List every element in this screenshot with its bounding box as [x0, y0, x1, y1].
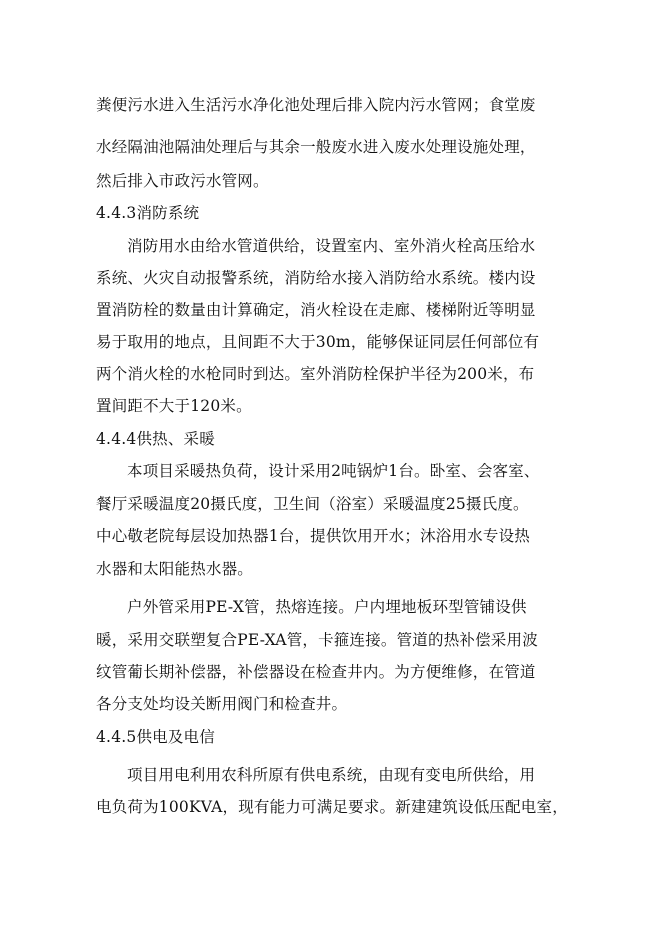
paragraph-line: 置间距不大于120米。	[96, 397, 252, 415]
paragraph-line: 两个消火栓的水枪同时到达。室外消防栓保护半径为200米，布	[96, 365, 535, 383]
paragraph-line: 餐厅采暖温度20摄氏度，卫生间（浴室）采暖温度25摄氏度。	[96, 495, 529, 513]
paragraph-line: 纹管葡长期补偿器，补偿器设在检查井内。为方便维修，在管道	[96, 663, 536, 681]
paragraph-line: 水经隔油池隔油处理后与其余一般废水进入废水处理设施处理，	[96, 138, 536, 156]
paragraph-line: 易于取用的地点，且间距不大于30m，能够保证同层任何部位有	[96, 333, 540, 351]
paragraph-line: 各分支处均设关断用阀门和检查井。	[96, 695, 348, 713]
paragraph-line: 消防用水由给水管道供给，设置室内、室外消火栓高压给水	[127, 237, 536, 255]
paragraph-line: 置消防栓的数量由计算确定，消火栓设在走廊、楼梯附近等明显	[96, 301, 536, 319]
section-heading-4-4-5: 4.4.5供电及电信	[96, 728, 215, 746]
paragraph-line: 系统、火灾自动报警系统，消防给水接入消防给水系统。楼内设	[96, 269, 536, 287]
paragraph-line: 电负荷为100KVA，现有能力可满足要求。新建建筑设低压配电室，	[96, 798, 568, 816]
paragraph-line: 然后排入市政污水管网。	[96, 172, 269, 190]
paragraph-line: 暖，采用交联塑复合PE-XA管，卡箍连接。管道的热补偿采用波	[96, 631, 538, 649]
paragraph-line: 户外管采用PE-X管，热熔连接。户内埋地板环型管铺设供	[127, 598, 527, 616]
paragraph-line: 项目用电利用农科所原有供电系统，由现有变电所供给，用	[127, 766, 536, 784]
section-heading-4-4-4: 4.4.4供热、采暖	[96, 430, 215, 448]
paragraph-line: 水器和太阳能热水器。	[96, 560, 254, 578]
paragraph-line: 粪便污水进入生活污水净化池处理后排入院内污水管网；食堂废	[96, 96, 536, 114]
section-heading-4-4-3: 4.4.3消防系统	[96, 204, 200, 222]
paragraph-line: 本项目采暖热负荷，设计采用2吨锅炉1台。卧室、会客室、	[127, 462, 540, 480]
paragraph-line: 中心敬老院每层设加热器1台，提供饮用开水；沐浴用水专设热	[96, 527, 530, 545]
